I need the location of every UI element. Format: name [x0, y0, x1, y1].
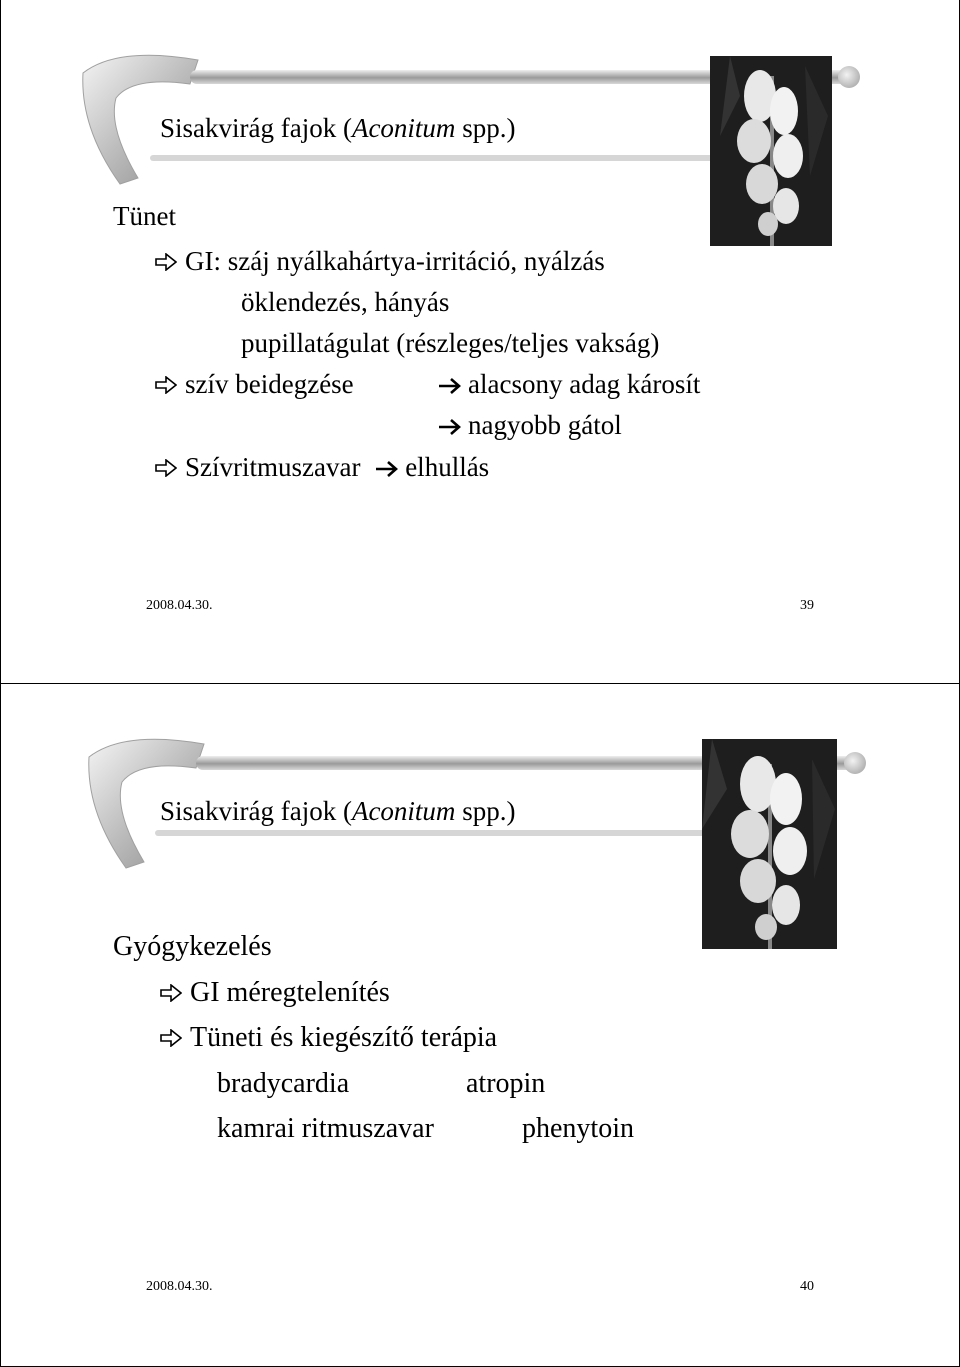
- therapy-condition: kamrai ritmuszavar: [217, 1113, 434, 1144]
- treatment-item-1: GI méregtelenítés: [190, 977, 390, 1008]
- therapy-drug: phenytoin: [522, 1113, 634, 1144]
- heart-effect-2: nagyobb gátol: [468, 410, 622, 440]
- slide-title: [160, 796, 515, 827]
- solid-right-arrow-icon: [438, 377, 462, 395]
- flower-photo: [710, 56, 832, 246]
- title-text: Sisakvirág fajok (: [160, 796, 352, 826]
- list-subline: pupillatágulat (részleges/teljes vakság): [241, 328, 660, 358]
- therapy-condition: bradycardia: [217, 1068, 350, 1099]
- header-bar-lower: [150, 155, 790, 161]
- hollow-right-arrow-icon: [160, 1029, 182, 1047]
- heart-effect-row: [438, 369, 700, 400]
- footer-date: 2008.04.30.: [146, 1279, 213, 1294]
- title-italic: Aconitum: [351, 113, 456, 143]
- hollow-right-arrow-icon: [160, 984, 182, 1002]
- treatment-item-2: Tüneti és kiegészítő terápia: [190, 1022, 498, 1053]
- hollow-right-arrow-icon: [155, 376, 177, 394]
- list-item: [160, 977, 390, 1009]
- list-item: [160, 1022, 497, 1054]
- footer-date: 2008.04.30.: [146, 598, 213, 613]
- solid-right-arrow-icon: [375, 460, 399, 478]
- death-label: elhullás: [405, 452, 490, 482]
- arrhythmia-label: Szívritmuszavar: [185, 452, 361, 482]
- slide-title: [160, 113, 515, 144]
- heart-effect-1: alacsony adag károsít: [468, 369, 701, 399]
- title-text: Sisakvirág fajok (: [160, 113, 352, 143]
- title-italic: Aconitum: [351, 796, 456, 826]
- flower-photo: [702, 739, 837, 949]
- list-subline: öklendezés, hányás: [241, 287, 450, 317]
- title-end: spp.): [455, 796, 516, 826]
- section-heading: Gyógykezelés: [113, 931, 272, 962]
- solid-right-arrow-icon: [438, 418, 462, 436]
- slide-39: [0, 0, 960, 683]
- title-end: spp.): [455, 113, 516, 143]
- header-bar-lower: [155, 830, 795, 836]
- section-heading: Tünet: [113, 201, 176, 231]
- page-number: 39: [800, 598, 814, 613]
- header-bar-cap: [838, 66, 860, 88]
- therapy-drug: atropin: [466, 1068, 546, 1099]
- slide-40: [0, 684, 960, 1366]
- hollow-right-arrow-icon: [155, 459, 177, 477]
- list-item: [155, 452, 489, 483]
- list-item: [155, 369, 354, 400]
- header-bar-cap: [844, 752, 866, 774]
- heart-label: szív beidegzése: [185, 369, 354, 399]
- heart-effect-row: [438, 410, 622, 441]
- page-number: 40: [800, 1279, 814, 1294]
- hollow-right-arrow-icon: [155, 253, 177, 271]
- list-item: [155, 246, 605, 277]
- gi-line: GI: száj nyálkahártya-irritáció, nyálzás: [185, 246, 605, 276]
